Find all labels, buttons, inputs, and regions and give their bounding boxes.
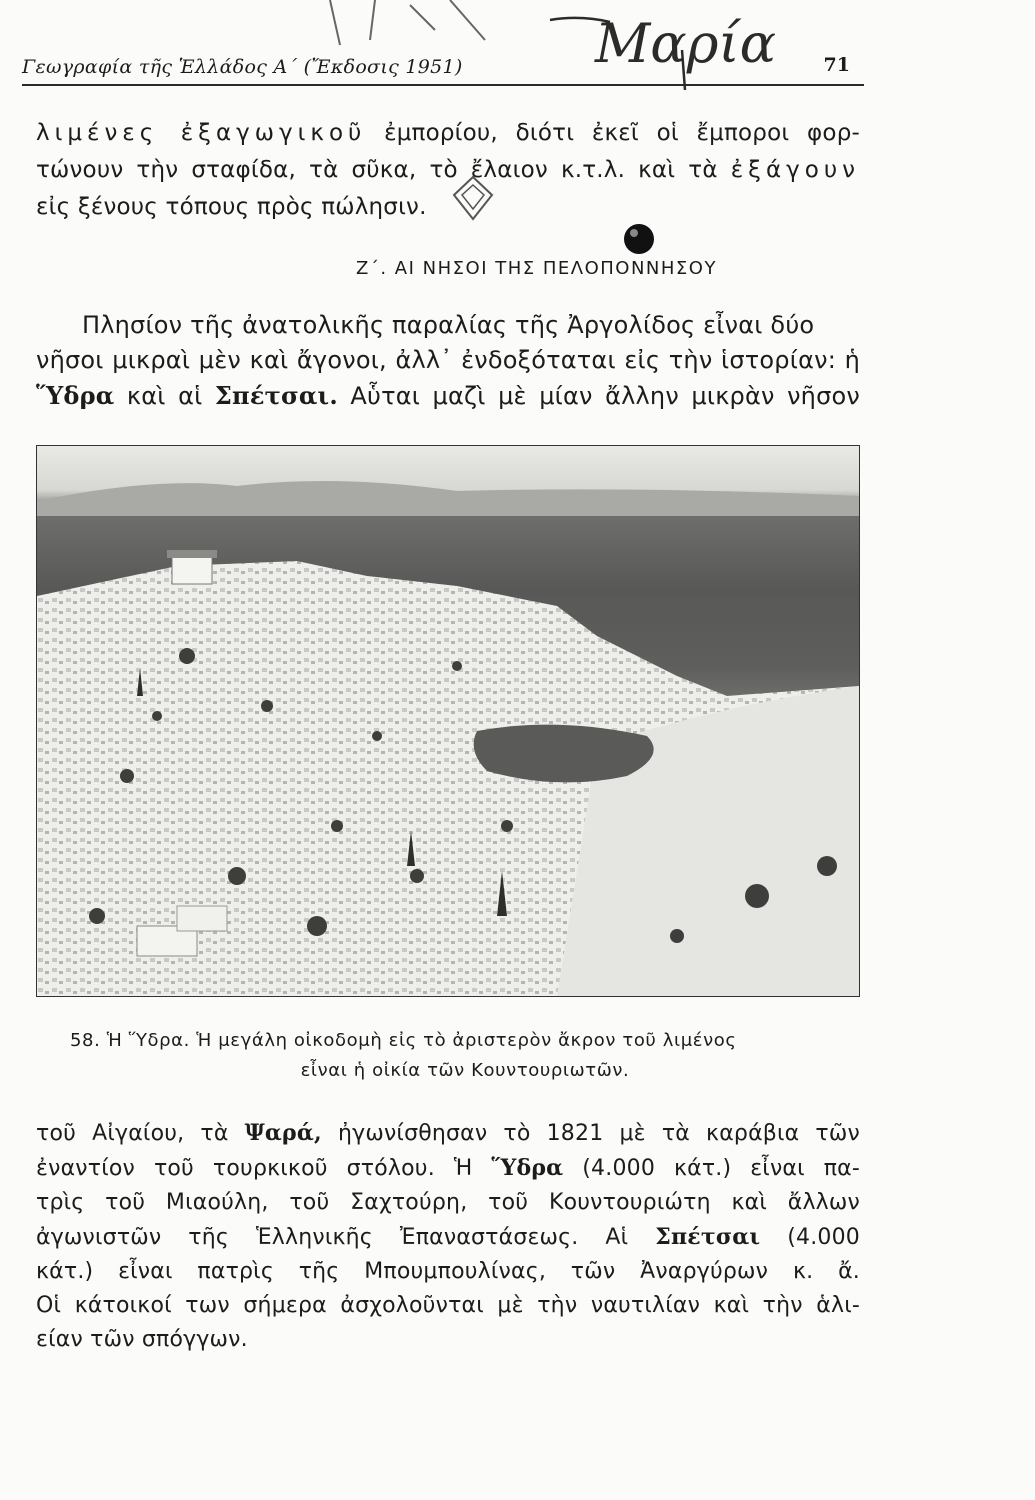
running-title: Γεωγραφία τῆς Ἑλλάδος Α΄ (Ἔκδοσις 1951) <box>22 56 463 78</box>
ink-blot-icon <box>618 218 660 260</box>
p2-line-1: τοῦ Αἰγαίου, τὰ Ψαρά, ἠγωνίσθησαν τὸ 1821 μὲ τὰ καράβια τῶν <box>36 1120 860 1146</box>
section-title: Ζ΄. ΑΙ ΝΗΣΟΙ ΤΗΣ ΠΕΛΟΠΟΝΝΗΣΟΥ <box>356 258 717 279</box>
paragraph-1 <box>36 308 860 414</box>
page-number: 71 <box>823 54 850 76</box>
caption-line-2: εἶναι ἡ οἰκία τῶν Κουντουριωτῶν. <box>300 1060 630 1081</box>
hydra-town-illustration <box>37 446 859 996</box>
p2-line-5: κάτ.) εἶναι πατρὶς τῆς Μπουμπουλίνας, τῶν Ἀναργύρων κ. ἄ. <box>36 1259 860 1284</box>
p1-line-1: Πλησίον τῆς ἀνατολικῆς παραλίας τῆς Ἀργολίδος εἶναι δύο <box>82 311 815 339</box>
handwritten-name <box>540 0 840 90</box>
p2-line-4: ἀγωνιστῶν τῆς Ἑλληνικῆς Ἐπαναστάσεως. Αἱ Σπέτσαι (4.000 <box>36 1224 860 1250</box>
p1-line-3: Ὕδρα καὶ αἱ Σπέτσαι. Αὗται μαζὶ μὲ μίαν ἄλλην μικρὰν νῆσον <box>36 381 860 410</box>
p2-line-3: τρὶς τοῦ Μιαούλη, τοῦ Σαχτούρη, τοῦ Κουντουριώτη καὶ ἄλλων <box>36 1190 860 1215</box>
caption-line-1: 58. Ἡ Ὕδρα. Ἡ μεγάλη οἰκοδομὴ εἰς τὸ ἀριστερὸν ἄκρον τοῦ λιμένος <box>70 1030 737 1051</box>
intro-line-2: τώνουν τὴν σταφίδα, τὰ σῦκα, τὸ ἔλαιον κ.τ.λ. καὶ τὰ ἐξάγουν <box>36 157 860 183</box>
p2-line-7: είαν τῶν σπόγγων. <box>36 1327 248 1352</box>
intro-paragraph <box>36 115 860 226</box>
intro-line-3: εἰς ξένους τόπους πρὸς πώλησιν. <box>36 194 427 220</box>
p2-line-2: ἐναντίον τοῦ τουρκικοῦ στόλου. Ἡ Ὕδρα (4.000 κάτ.) εἶναι πα- <box>36 1155 861 1181</box>
p1-line-2: νῆσοι μικραὶ μὲν καὶ ἄγονοι, ἀλλ᾽ ἐνδοξόταται εἰς τὴν ἱστορίαν: ἡ <box>36 346 860 374</box>
p2-line-6: Οἱ κάτοικοί των σήμερα ἀσχολοῦνται μὲ τὴν ναυτιλίαν καὶ τὴν ἁλι- <box>36 1293 860 1318</box>
intro-line-1: λιμένες ἐξαγωγικοῦ ἐμπορίου, διότι ἐκεῖ οἱ ἔμποροι φορ- <box>36 120 860 146</box>
figure-caption <box>70 1026 860 1086</box>
hydra-photograph <box>36 445 860 997</box>
paragraph-2 <box>36 1116 860 1357</box>
printed-ornament-icon <box>450 175 496 221</box>
handwritten-note-text: Μαρία <box>595 12 777 75</box>
